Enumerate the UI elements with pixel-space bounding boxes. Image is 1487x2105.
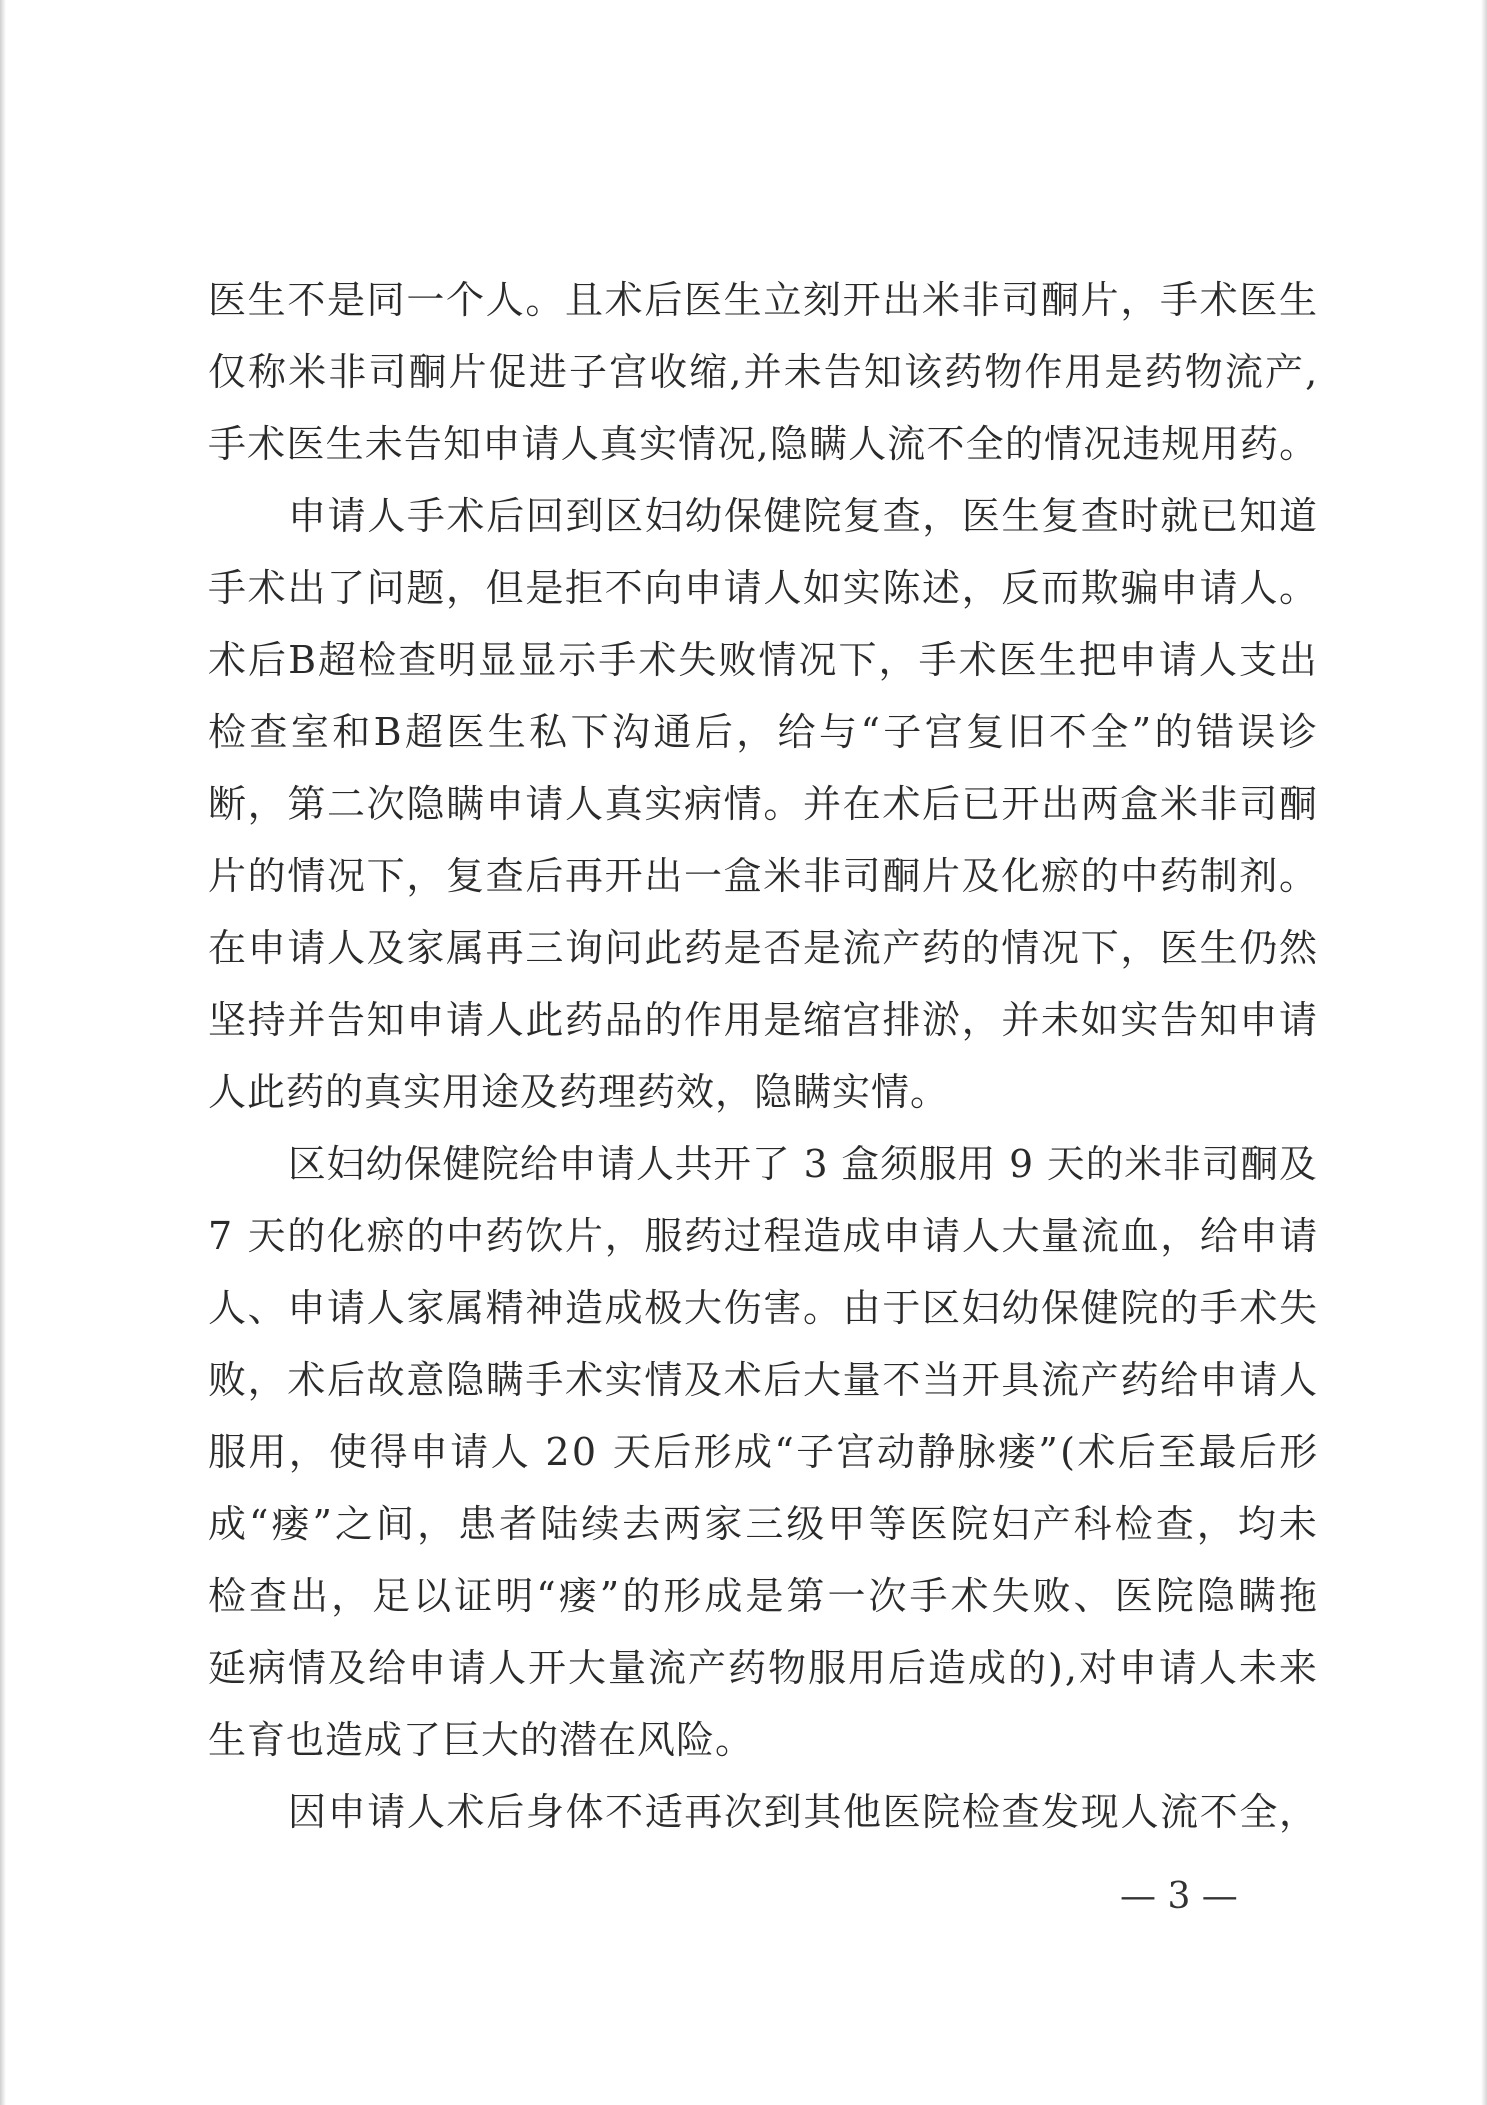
text-line: 手术出了问题，但是拒不向申请人如实陈述，反而欺骗申请人。 bbox=[208, 566, 1319, 610]
text-line: 服用，使得申请人 20 天后形成“子宫动静脉瘘”(术后至最后形 bbox=[208, 1430, 1320, 1474]
scan-shadow-left bbox=[0, 0, 6, 2105]
scan-shadow-right bbox=[1481, 0, 1487, 2105]
paragraph-start-line: 申请人手术后回到区妇幼保健院复查，医生复查时就已知道 bbox=[288, 494, 1319, 538]
paragraph-start-line: 因申请人术后身体不适再次到其他医院检查发现人流不全， bbox=[288, 1790, 1319, 1834]
text-line: 片的情况下，复查后再开出一盒米非司酮片及化瘀的中药制剂。 bbox=[208, 854, 1319, 898]
text-line: 断，第二次隐瞒申请人真实病情。并在术后已开出两盒米非司酮 bbox=[208, 782, 1319, 826]
text-line: 检查出，足以证明“瘘”的形成是第一次手术失败、医院隐瞒拖 bbox=[208, 1574, 1320, 1618]
text-line: 坚持并告知申请人此药品的作用是缩宫排淤，并未如实告知申请 bbox=[208, 998, 1319, 1042]
text-line: 在申请人及家属再三询问此药是否是流产药的情况下，医生仍然 bbox=[208, 926, 1319, 970]
text-line: 术后B超检查明显显示手术失败情况下，手术医生把申请人支出 bbox=[208, 638, 1319, 682]
text-line: 人此药的真实用途及药理药效，隐瞒实情。 bbox=[208, 1070, 950, 1114]
text-line: 医生不是同一个人。且术后医生立刻开出米非司酮片，手术医生 bbox=[208, 278, 1319, 322]
text-line: 7 天的化瘀的中药饮片，服药过程造成申请人大量流血，给申请 bbox=[208, 1214, 1319, 1258]
text-line: 人、申请人家属精神造成极大伤害。由于区妇幼保健院的手术失 bbox=[208, 1286, 1319, 1330]
text-line: 检查室和B超医生私下沟通后，给与“子宫复旧不全”的错误诊 bbox=[208, 710, 1321, 754]
text-line: 仅称米非司酮片促进子宫收缩,并未告知该药物作用是药物流产, bbox=[208, 350, 1320, 394]
text-line: 成“瘘”之间，患者陆续去两家三级甲等医院妇产科检查，均未 bbox=[208, 1502, 1320, 1546]
paragraph-start-line: 区妇幼保健院给申请人共开了 3 盒须服用 9 天的米非司酮及 bbox=[288, 1142, 1318, 1186]
text-line: 手术医生未告知申请人真实情况,隐瞒人流不全的情况违规用药。 bbox=[208, 422, 1319, 466]
text-line: 生育也造成了巨大的潜在风险。 bbox=[208, 1718, 755, 1762]
text-line: 延病情及给申请人开大量流产药物服用后造成的),对申请人未来 bbox=[208, 1646, 1319, 1690]
page-number: — 3 — bbox=[1120, 1876, 1238, 1917]
text-line: 败，术后故意隐瞒手术实情及术后大量不当开具流产药给申请人 bbox=[208, 1358, 1319, 1402]
